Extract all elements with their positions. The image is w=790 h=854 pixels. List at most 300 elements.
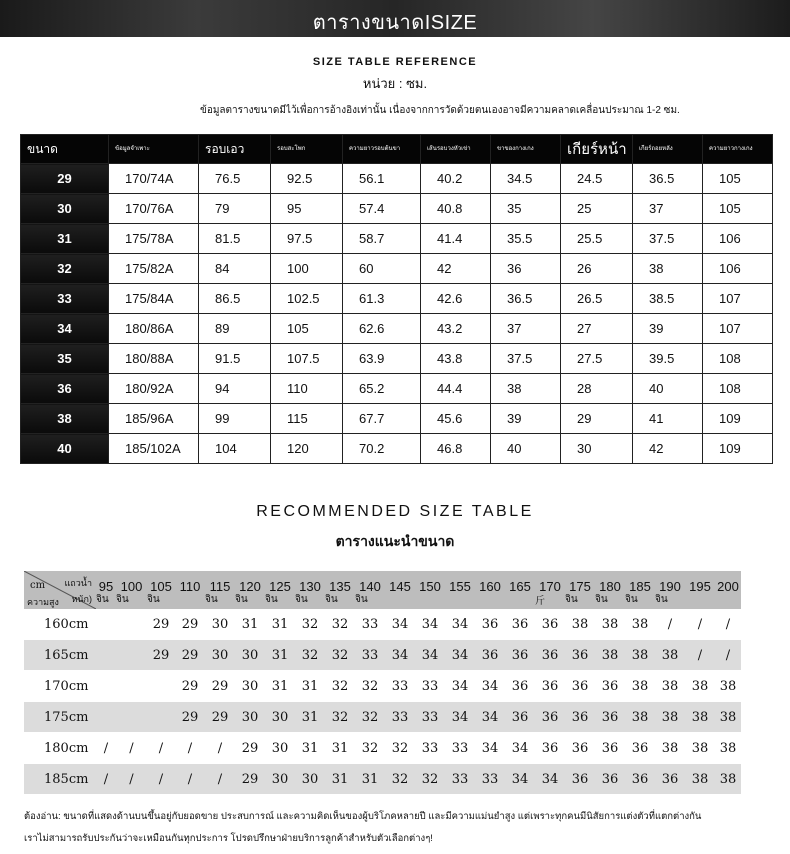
table-cell: 108 [703,344,773,374]
table-cell: 65.2 [343,374,421,404]
weight-value: 190 [659,579,681,594]
weight-unit: จิน [235,594,248,605]
size-cell: 34 [21,314,109,344]
weight-header-cell [265,571,295,609]
table-cell: 99 [199,404,271,434]
size-cell: 38 [655,702,685,732]
table-cell: 170/74A [109,164,199,194]
table-cell: 84 [199,254,271,284]
table-row [21,224,773,254]
table-cell: 81.5 [199,224,271,254]
weight-unit: 斤 [535,596,545,607]
table-cell: 170/76A [109,194,199,224]
size-cell: 33 [421,740,439,756]
table-cell: 35.5 [491,224,561,254]
size-cell: 33 [21,284,109,314]
size-cell: 32 [415,764,445,794]
size-cell: 38 [661,740,679,756]
size-cell: 32 [295,640,325,670]
table-cell: 175/78A [109,224,199,254]
weight-unit: จิน [147,594,160,605]
table-cell: 44.4 [421,374,491,404]
table-cell: 106 [703,224,773,254]
size-header-cell: ความยาวกางเกง [703,135,773,164]
size-cell: 36 [571,740,589,756]
size-cell: / [685,640,715,670]
weight-value: 185 [629,579,651,594]
height-label: 185cm [24,764,96,794]
weight-value: 130 [299,579,321,594]
size-cell: 33 [451,740,469,756]
size-cell: 31 [265,640,295,670]
size-cell: 31 [355,764,385,794]
weight-header-cell [295,571,325,609]
weight-unit: จิน [265,594,278,605]
size-cell: 36 [21,374,109,404]
size-cell: / [116,764,147,794]
table-cell: 105 [271,314,343,344]
table-cell: 60 [343,254,421,284]
size-cell: 38 [571,616,589,632]
table-row [21,314,773,344]
size-cell: 32 [21,254,109,284]
table-cell: 42 [421,254,491,284]
table-cell: 45.6 [421,404,491,434]
table-cell: 97.5 [271,224,343,254]
table-cell: 57.4 [343,194,421,224]
size-cell [147,671,175,701]
weight-header-cell [475,571,505,609]
table-cell: 109 [703,434,773,464]
size-cell: 32 [355,702,385,732]
size-cell [96,609,116,639]
size-header-cell: เกียร์ถอยหลัง [633,135,703,164]
size-cell: 32 [325,640,355,670]
size-cell: 31 [295,702,325,732]
size-cell: 33 [355,640,385,670]
size-header-cell: ขาของกางเกง [491,135,561,164]
size-cell: 33 [385,702,415,732]
size-cell: 34 [481,678,499,694]
table-cell: 46.8 [421,434,491,464]
size-cell: 33 [361,616,379,632]
size-cell: 30 [265,764,295,794]
weight-value: 200 [717,579,739,594]
size-cell: 31 [301,740,319,756]
weight-unit: จิน [116,594,129,605]
weight-value: 135 [329,579,351,594]
weight-header-cell [325,571,355,609]
size-cell: 29 [235,764,265,794]
corner-weight: แถวน้ำ [64,578,92,588]
table-row [24,609,741,639]
weight-value: 145 [389,579,411,594]
size-cell: 29 [21,164,109,194]
table-cell: 43.2 [421,314,491,344]
size-cell: 36 [505,702,535,732]
weight-value: 155 [449,579,471,594]
size-cell: 36 [601,678,619,694]
table-cell: 95 [271,194,343,224]
weight-header-cell [595,571,625,609]
table-cell: 86.5 [199,284,271,314]
weight-value: 150 [419,579,441,594]
size-cell: 30 [205,640,235,670]
size-cell [116,671,147,701]
size-cell: 32 [361,740,379,756]
table-row [24,702,741,732]
table-cell: 34.5 [491,164,561,194]
size-cell: / [697,616,703,632]
table-cell: 76.5 [199,164,271,194]
weight-unit: จิน [355,594,368,605]
size-cell: 32 [301,616,319,632]
size-cell: 30 [235,702,265,732]
size-cell [116,609,147,639]
table-cell: 100 [271,254,343,284]
size-cell: 31 [241,616,259,632]
size-cell: / [667,616,673,632]
size-cell: / [147,764,175,794]
table-cell: 180/86A [109,314,199,344]
table-cell: 41 [633,404,703,434]
table-cell: 185/96A [109,404,199,434]
table-cell: 40 [633,374,703,404]
weight-header-cell [505,571,535,609]
table-row [21,164,773,194]
table-cell: 106 [703,254,773,284]
banner-title: ตารางขนาดISIZE [312,12,478,34]
size-cell: 32 [331,678,349,694]
size-cell: 36 [541,616,559,632]
size-cell: 36 [481,616,499,632]
size-cell: / [715,640,741,670]
recommended-header-row [24,571,741,609]
size-cell: 38 [715,702,741,732]
size-cell: 32 [325,702,355,732]
size-cell: 38 [691,678,709,694]
weight-header-cell [385,571,415,609]
measurement-note: ข้อมูลตารางขนาดมีไว้เพื่อการอ้างอิงเท่านั้น เนื่องจากการวัดด้วยตนเองอาจมีความคลาดเคลื่อนประมาณ 1-2 ซม. [200,105,680,116]
table-row [24,640,741,670]
size-cell: 33 [415,702,445,732]
size-cell: 30 [211,616,229,632]
size-cell: 30 [241,678,259,694]
table-cell: 108 [703,374,773,404]
size-cell: 36 [565,640,595,670]
size-cell: 33 [445,764,475,794]
size-cell: 33 [391,678,409,694]
table-row [21,284,773,314]
table-cell: 38 [633,254,703,284]
height-label: 180cm [44,740,89,756]
weight-value: 110 [179,579,201,594]
size-cell: 38 [685,702,715,732]
table-cell: 36.5 [633,164,703,194]
size-cell: 32 [391,740,409,756]
weight-unit: จิน [205,594,218,605]
size-cell: 34 [475,702,505,732]
size-cell: 34 [385,640,415,670]
size-cell: 31 [331,740,349,756]
size-cell: 38 [719,678,737,694]
weight-header-cell [415,571,445,609]
weight-header-cell [175,571,205,609]
weight-value: 160 [479,579,501,594]
weight-unit: จิน [325,594,338,605]
size-cell: / [725,616,731,632]
weight-value: 170 [539,579,561,594]
table-cell: 91.5 [199,344,271,374]
size-cell: 31 [271,678,289,694]
weight-value: 105 [150,579,172,594]
table-cell: 180/92A [109,374,199,404]
weight-header-cell [235,571,265,609]
size-header-cell: รอบสะโพก [271,135,343,164]
table-row [21,344,773,374]
table-cell: 40.2 [421,164,491,194]
size-cell: / [158,740,164,756]
size-cell: 34 [511,740,529,756]
table-cell: 175/82A [109,254,199,284]
size-cell: 36 [535,640,565,670]
weight-value: 175 [569,579,591,594]
table-cell: 26.5 [561,284,633,314]
size-header-cell: ความยาวรอบต้นขา [343,135,421,164]
height-label: 170cm [44,678,89,694]
size-cell: 36 [625,764,655,794]
recommended-subtitle: ตารางแนะนำขนาด [335,533,455,549]
size-cell: 34 [535,764,565,794]
size-cell: 36 [595,764,625,794]
weight-header-cell [445,571,475,609]
table-cell: 63.9 [343,344,421,374]
size-cell: / [129,740,134,756]
footer-note [24,806,701,850]
table-cell: 37 [491,314,561,344]
size-cell: 36 [511,678,529,694]
size-cell: 36 [565,702,595,732]
weight-header-cell [625,571,655,609]
table-cell: 39.5 [633,344,703,374]
size-cell: 32 [361,678,379,694]
recommended-size-table [24,571,741,795]
size-cell: 38 [655,640,685,670]
table-row [24,733,741,763]
size-cell: 30 [265,702,295,732]
size-cell: 38 [661,678,679,694]
size-cell: / [217,740,223,756]
size-cell [96,671,116,701]
size-cell: 38 [625,640,655,670]
size-cell: 29 [211,678,229,694]
size-cell: / [187,740,193,756]
weight-value: 115 [209,579,231,594]
corner-cell [24,571,96,609]
size-cell: / [175,764,205,794]
table-cell: 102.5 [271,284,343,314]
weight-header-cell [655,571,685,609]
size-cell: 34 [451,678,469,694]
table-cell: 36.5 [491,284,561,314]
size-header-cell: รอบเอว [199,135,271,164]
table-cell: 58.7 [343,224,421,254]
footer-line-2: เราไม่สามารถรับประกันว่าจะเหมือนกันทุกประการ โปรดปรึกษาฝ่ายบริการลูกค้าสำหรับตัวเลือกต่างๆ! [24,833,433,844]
weight-header-cell [96,571,116,609]
table-cell: 107 [703,284,773,314]
table-cell: 38 [491,374,561,404]
weight-value: 125 [269,579,291,594]
table-cell: 25 [561,194,633,224]
weight-header-cell [535,571,565,609]
size-header-cell: ขนาด [21,135,109,164]
size-cell: 30 [235,640,265,670]
size-cell: / [103,740,109,756]
table-cell: 41.4 [421,224,491,254]
weight-unit: จิน [655,594,668,605]
size-cell: 29 [181,678,199,694]
size-cell: 38 [631,678,649,694]
size-cell: 35 [21,344,109,374]
size-cell: 40 [21,434,109,464]
table-row [21,194,773,224]
row-spacer [24,794,741,795]
table-cell: 28 [561,374,633,404]
corner-weight-unit: หนัก) [71,594,92,604]
size-cell: 30 [21,194,109,224]
table-cell: 29 [561,404,633,434]
table-cell: 27 [561,314,633,344]
size-cell: / [205,764,235,794]
size-table [20,134,773,464]
size-cell: 34 [481,740,499,756]
size-cell: 29 [205,702,235,732]
size-cell: 34 [451,616,469,632]
size-cell: 38 [625,702,655,732]
size-cell: 38 [691,740,709,756]
table-cell: 105 [703,164,773,194]
size-cell: 34 [415,640,445,670]
table-cell: 104 [199,434,271,464]
table-row [21,254,773,284]
size-header-cell: เกียร์หน้า [561,135,633,164]
recommended-title: RECOMMENDED SIZE TABLE [256,503,534,520]
table-cell: 110 [271,374,343,404]
weight-header-cell [205,571,235,609]
table-cell: 89 [199,314,271,344]
table-cell: 185/102A [109,434,199,464]
size-cell: 36 [475,640,505,670]
size-cell: / [96,764,116,794]
table-cell: 42.6 [421,284,491,314]
size-cell [96,702,116,732]
table-cell: 38.5 [633,284,703,314]
table-cell: 25.5 [561,224,633,254]
size-cell: 29 [175,640,205,670]
weight-value: 165 [509,579,531,594]
table-cell: 40.8 [421,194,491,224]
size-cell: 38 [21,404,109,434]
table-cell: 36 [491,254,561,284]
size-cell: 36 [655,764,685,794]
corner-height: ความสูง [27,597,59,607]
size-cell: 29 [175,702,205,732]
size-cell: 30 [271,740,289,756]
table-cell: 56.1 [343,164,421,194]
size-table-reference-title: SIZE TABLE REFERENCE [312,56,478,68]
weight-header-cell [565,571,595,609]
table-cell: 62.6 [343,314,421,344]
size-cell: 38 [719,740,737,756]
weight-header-cell [355,571,385,609]
table-cell: 39 [633,314,703,344]
size-cell [147,702,175,732]
table-cell: 109 [703,404,773,434]
size-table-header [21,135,773,164]
table-cell: 92.5 [271,164,343,194]
table-cell: 37 [633,194,703,224]
weight-value: 120 [239,579,261,594]
table-row [21,434,773,464]
weight-header-cell [147,571,175,609]
size-cell [96,640,116,670]
table-cell: 107 [703,314,773,344]
table-cell: 79 [199,194,271,224]
size-cell: 36 [571,678,589,694]
unit-label: หน่วย : ซม. [362,76,428,91]
weight-header-cell [116,571,147,609]
size-cell: 38 [631,616,649,632]
table-cell: 115 [271,404,343,434]
size-cell: 29 [181,616,199,632]
size-cell: 31 [301,678,319,694]
table-cell: 105 [703,194,773,224]
size-cell [116,640,147,670]
table-cell: 35 [491,194,561,224]
table-cell: 37.5 [633,224,703,254]
size-cell: 29 [152,616,170,632]
size-cell: 38 [685,764,715,794]
table-cell: 43.8 [421,344,491,374]
weight-header-cell [715,571,741,609]
table-cell: 67.7 [343,404,421,434]
size-cell: 31 [325,764,355,794]
size-cell: 36 [541,740,559,756]
size-header-cell: เส้นรอบวงหัวเข่า [421,135,491,164]
weight-value: 95 [98,579,114,594]
height-label: 165cm [24,640,96,670]
table-cell: 175/84A [109,284,199,314]
size-cell: 36 [511,616,529,632]
size-header-cell: ข้อมูลจำเพาะ [109,135,199,164]
weight-value: 140 [359,579,381,594]
table-cell: 27.5 [561,344,633,374]
table-cell: 40 [491,434,561,464]
table-row [21,374,773,404]
size-cell: 36 [535,702,565,732]
size-cell: 34 [505,764,535,794]
weight-unit: จิน [295,594,308,605]
size-cell: 30 [295,764,325,794]
size-cell: 38 [601,616,619,632]
table-cell: 107.5 [271,344,343,374]
table-cell: 61.3 [343,284,421,314]
size-cell: 32 [385,764,415,794]
size-cell [116,702,147,732]
size-cell: 29 [241,740,259,756]
table-cell: 30 [561,434,633,464]
size-cell: 29 [147,640,175,670]
